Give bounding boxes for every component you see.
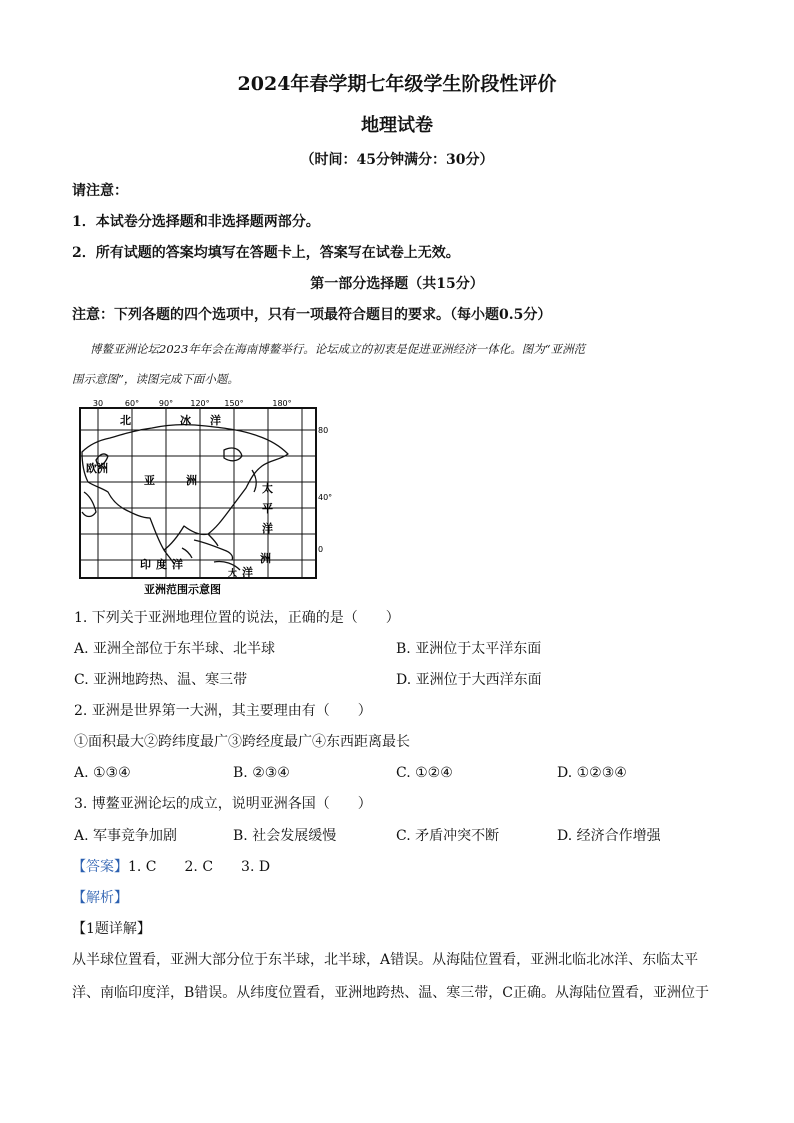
- question-1-option-d: D. 亚洲位于大西洋东面: [396, 672, 542, 688]
- question-1-option-a: A. 亚洲全部位于东半球、北半球: [74, 641, 276, 657]
- map-lat-label: 0: [318, 545, 324, 554]
- map-label-oceania: 洲: [260, 552, 271, 565]
- analysis-tag: 【解析】: [72, 890, 128, 906]
- question-2-option-b: B. ②③④: [233, 765, 290, 781]
- map-label-indian: 洋: [172, 558, 183, 571]
- map-label-indian: 度: [156, 558, 167, 571]
- page-subtitle: 地理试卷: [361, 115, 433, 136]
- map-label-arctic: 冰: [180, 414, 191, 427]
- passage-line-2: 围示意图”，读图完成下面小题。: [72, 372, 239, 386]
- answer-line: [72, 858, 270, 876]
- page-title: 2024年春学期七年级学生阶段性评价: [237, 73, 557, 95]
- map-lon-label: 180°: [272, 399, 292, 408]
- notice-item-1: 1．本试卷分选择题和非选择题两部分。: [72, 214, 320, 230]
- exam-time-info: （时间：45分钟满分：30分）: [300, 152, 494, 168]
- map-lon-label: 60°: [124, 399, 140, 408]
- map-lon-label: 120°: [190, 399, 210, 408]
- question-2-stem: 2. 亚洲是世界第一大洲，其主要理由有（ ）: [74, 703, 372, 719]
- part1-note: 注意：下列各题的四个选项中，只有一项最符合题目的要求。（每小题0.5分）: [72, 307, 552, 323]
- question-2-option-c: C. ①②④: [396, 765, 453, 781]
- map-label-asia: 亚: [144, 474, 155, 487]
- question-3-option-d: D. 经济合作增强: [557, 828, 661, 844]
- answer-values: 1. C 2. C 3. D: [128, 859, 271, 875]
- question-1-stem: 1. 下列关于亚洲地理位置的说法，正确的是（ ）: [74, 610, 400, 626]
- map-label-indian: 印: [140, 558, 151, 571]
- map-label-pacific: 洋: [262, 522, 273, 535]
- question-3-option-a: A. 军事竞争加剧: [74, 828, 178, 844]
- map-label-arctic: 北: [120, 414, 131, 427]
- map-lon-label: 90°: [158, 399, 174, 408]
- passage-line-1: 博鳌亚洲论坛2023年年会在海南博鳌举行。论坛成立的初衷是促进亚洲经济一体化。图为“亚洲范: [90, 342, 586, 356]
- detail-heading-q1: 【1题详解】: [72, 921, 151, 937]
- answer-tag: 【答案】: [72, 859, 128, 875]
- part1-heading: 第一部分选择题（共15分）: [310, 276, 484, 292]
- map-lat-label: 40°: [318, 493, 333, 502]
- notice-heading: 请注意：: [72, 183, 128, 199]
- map-label-arctic: 洋: [210, 414, 221, 427]
- map-label-europe: 欧洲: [86, 462, 108, 475]
- notice-item-2: 2．所有试题的答案均填写在答题卡上，答案写在试卷上无效。: [72, 245, 460, 261]
- question-3-stem: 3. 博鳌亚洲论坛的成立，说明亚洲各国（ ）: [74, 796, 372, 812]
- asia-range-map: [74, 399, 333, 598]
- question-2-statements: ①面积最大②跨纬度最广③跨经度最广④东西距离最长: [74, 734, 410, 750]
- map-label-oceania: 洋: [242, 566, 253, 579]
- map-caption: 亚洲范围示意图: [144, 583, 221, 596]
- map-label-asia: 洲: [186, 474, 197, 487]
- map-label-pacific: 太: [262, 482, 273, 495]
- map-lat-label: 80: [318, 426, 329, 435]
- map-label-oceania: 大: [228, 569, 238, 579]
- analysis-line-1: 从半球位置看，亚洲大部分位于东半球，北半球，A错误。从海陆位置看，亚洲北临北冰洋、东临太平: [72, 952, 699, 968]
- question-1-option-b: B. 亚洲位于太平洋东面: [396, 641, 542, 657]
- analysis-line-2: 洋、南临印度洋，B错误。从纬度位置看，亚洲地跨热、温、寒三带，C正确。从海陆位置看，亚洲位于: [72, 985, 709, 1001]
- question-1-option-c: C. 亚洲地跨热、温、寒三带: [74, 672, 248, 688]
- map-label-pacific: 平: [262, 502, 273, 515]
- question-3-option-c: C. 矛盾冲突不断: [396, 828, 500, 844]
- map-lon-label: 150°: [224, 399, 244, 408]
- question-2-option-a: A. ①③④: [74, 765, 131, 781]
- question-3-option-b: B. 社会发展缓慢: [233, 828, 337, 844]
- map-lon-label: 30: [92, 399, 104, 408]
- question-2-option-d: D. ①②③④: [557, 765, 627, 781]
